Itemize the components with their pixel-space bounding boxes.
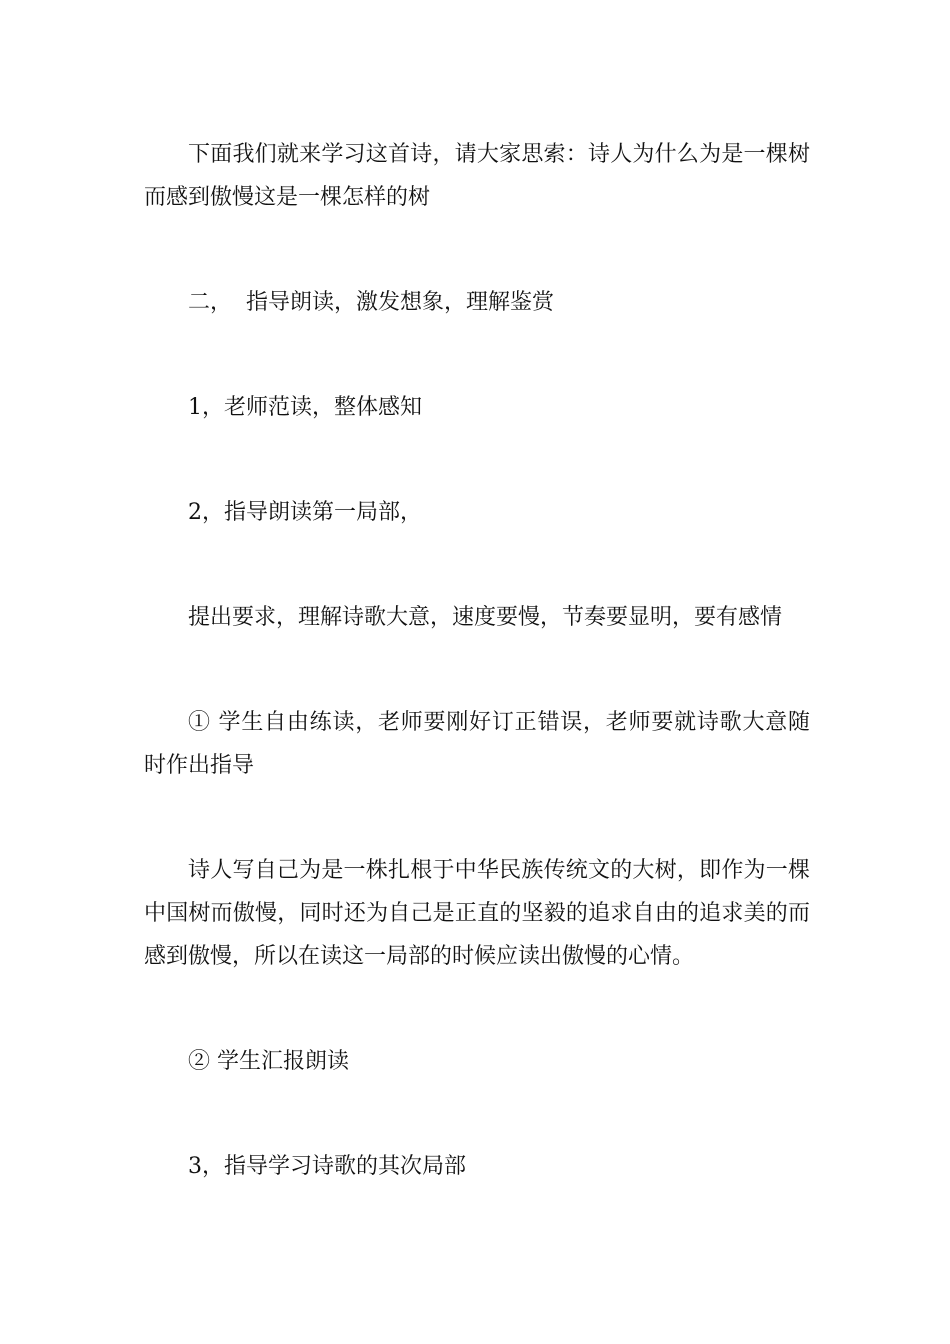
paragraph-step-2: 2，指导朗读第一局部， xyxy=(188,500,422,525)
paragraph-step-1: 1，老师范读，整体感知 xyxy=(188,395,422,420)
paragraph-practice-reading: ① 学生自由练读，老师要刚好订正错误，老师要就诗歌大意随时作出指导 xyxy=(144,710,810,778)
paragraph-poet-explanation: 诗人写自己为是一株扎根于中华民族传统文的大树，即作为一棵中国树而傲慢，同时还为自己是正直的坚毅的追求自由的追求美的而感到傲慢，所以在读这一局部的时候应读出傲慢的心情。 xyxy=(144,858,810,969)
paragraph-section-two-heading: 二， 指导朗读，激发想象，理解鉴赏 xyxy=(188,290,554,315)
paragraph-intro-question: 下面我们就来学习这首诗，请大家思索：诗人为什么为是一棵树而感到傲慢这是一棵怎样的树 xyxy=(144,142,810,210)
document-body xyxy=(144,133,810,1188)
paragraph-report-reading: ② 学生汇报朗读 xyxy=(188,1049,349,1074)
paragraph-step-3: 3，指导学习诗歌的其次局部 xyxy=(188,1154,466,1179)
paragraph-requirements: 提出要求，理解诗歌大意，速度要慢，节奏要显明，要有感情 xyxy=(188,605,783,630)
